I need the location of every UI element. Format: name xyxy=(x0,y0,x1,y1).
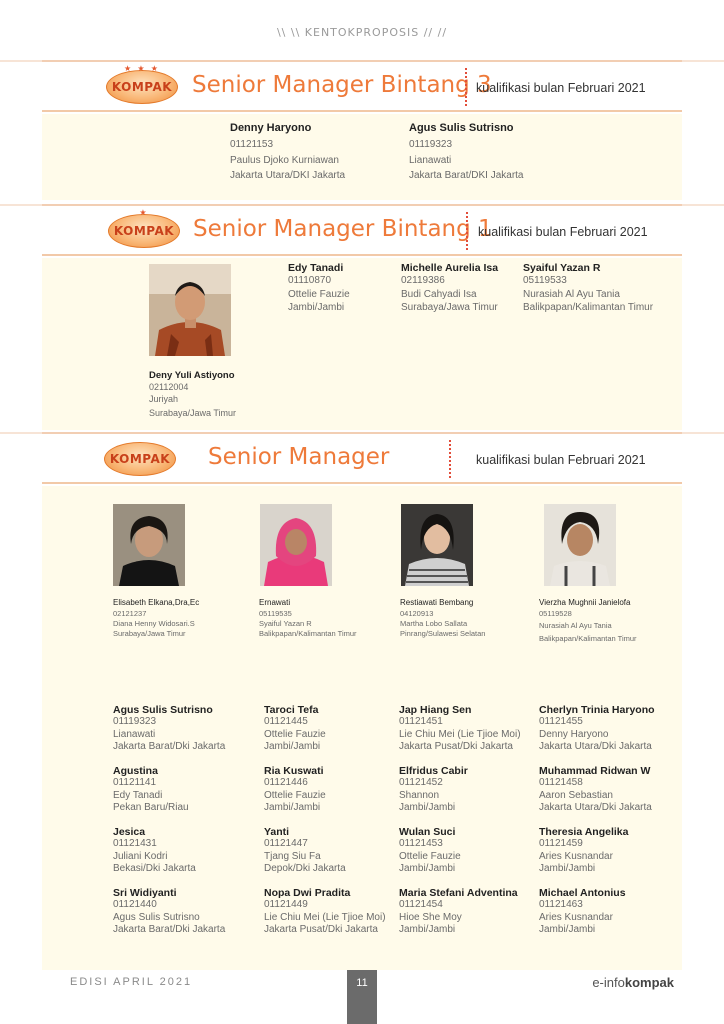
member-entry: Elisabeth Elkana,Dra,Ec 02121237 Diana Henny Widosari.S Surabaya/Jawa Timur xyxy=(113,598,200,638)
member-entry: Muhammad Ridwan W 01121458 Aaron Sebastian Jakarta Utara/Dki Jakarta xyxy=(539,765,652,813)
member-entry: Michelle Aurelia Isa 02119386 Budi Cahyadi Isa Surabaya/Jawa Timur xyxy=(401,262,499,313)
kompak-logo: KOMPAK xyxy=(104,442,176,476)
kompak-logo: ★ KOMPAK xyxy=(108,214,180,248)
member-entry: Wulan Suci 01121453 Ottelie Fauzie Jambi/Jambi xyxy=(399,826,461,874)
star-icon: ★ xyxy=(139,208,149,217)
member-entry: Sri Widiyanti 01121440 Agus Sulis Sutrisno Jakarta Barat/Dki Jakarta xyxy=(113,887,226,935)
member-entry: Deny Yuli Astiyono 02112004 Juriyah Surabaya/Jawa Timur xyxy=(149,370,237,418)
section-qualification: kualifikasi bulan Februari 2021 xyxy=(478,225,648,239)
page-header-mark: \\ \\ KENTOKPROPOSIS // // xyxy=(276,26,448,39)
section-divider xyxy=(465,68,467,106)
member-entry: Theresia Angelika 01121459 Aries Kusnandar Jambi/Jambi xyxy=(539,826,629,874)
member-photo xyxy=(401,504,473,586)
brand-wordmark: e-infokompak xyxy=(592,975,674,990)
member-entry: Ernawati 05119535 Syaiful Yazan R Balikpapan/Kalimantan Timur xyxy=(259,598,357,638)
section-divider xyxy=(466,212,468,250)
bintang1-panel xyxy=(42,258,682,430)
section-qualification: kualifikasi bulan Februari 2021 xyxy=(476,453,646,467)
member-entry: Maria Stefani Adventina 01121454 Hioe She Moy Jambi/Jambi xyxy=(399,887,518,935)
member-entry: Taroci Tefa 01121445 Ottelie Fauzie Jambi/Jambi xyxy=(264,704,326,752)
section-title: Senior Manager xyxy=(208,444,390,470)
section-header-bintang3 xyxy=(42,60,682,112)
bintang3-panel xyxy=(42,114,682,200)
member-entry: Ria Kuswati 01121446 Ottelie Fauzie Jambi/Jambi xyxy=(264,765,326,813)
member-photo xyxy=(113,504,185,586)
member-photo xyxy=(260,504,332,586)
kompak-logo: ★ ★ ★ KOMPAK xyxy=(106,70,178,104)
member-entry: Jap Hiang Sen 01121451 Lie Chiu Mei (Lie Tjioe Moi) Jakarta Pusat/Dki Jakarta xyxy=(399,704,521,752)
member-entry: Agus Sulis Sutrisno 01119323 Lianawati Jakarta Barat/DKI Jakarta xyxy=(409,122,524,181)
section-divider xyxy=(449,440,451,478)
member-entry: Agustina 01121141 Edy Tanadi Pekan Baru/Riau xyxy=(113,765,189,813)
section-header-bintang1 xyxy=(42,204,682,256)
page-number: 11 xyxy=(356,977,368,989)
senior-manager-panel xyxy=(42,486,682,970)
section-qualification: kualifikasi bulan Februari 2021 xyxy=(476,81,646,95)
member-entry: Nopa Dwi Pradita 01121449 Lie Chiu Mei (Lie Tjioe Moi) Jakarta Pusat/Dki Jakarta xyxy=(264,887,386,935)
member-entry: Syaiful Yazan R 05119533 Nurasiah Al Ayu Tania Balikpapan/Kalimantan Timur xyxy=(523,262,654,313)
member-entry: Restiawati Bembang 04120913 Martha Lobo Sallata Pinrang/Sulawesi Selatan xyxy=(400,598,486,638)
member-entry: Elfridus Cabir 01121452 Shannon Jambi/Jambi xyxy=(399,765,468,813)
member-entry: Michael Antonius 01121463 Aries Kusnandar Jambi/Jambi xyxy=(539,887,626,935)
star-icon: ★ ★ ★ xyxy=(124,64,160,73)
member-entry: Vierzha Mughnii Janielofa 05119528 Nurasiah Al Ayu Tania Balikpapan/Kalimantan Timur xyxy=(539,598,637,643)
member-entry: Yanti 01121447 Tjang Siu Fa Depok/Dki Jakarta xyxy=(264,826,346,874)
member-entry: Denny Haryono 01121153 Paulus Djoko Kurniawan Jakarta Utara/DKI Jakarta xyxy=(230,122,346,181)
section-title: Senior Manager Bintang 1 xyxy=(193,216,493,242)
edition-label: EDISI APRIL 2021 xyxy=(70,976,193,988)
member-photo xyxy=(149,264,231,356)
member-photo xyxy=(544,504,616,586)
member-entry: Edy Tanadi 01110870 Ottelie Fauzie Jambi/Jambi xyxy=(288,262,350,313)
page-number-box xyxy=(347,970,377,1024)
member-entry: Agus Sulis Sutrisno 01119323 Lianawati Jakarta Barat/Dki Jakarta xyxy=(113,704,226,752)
section-title: Senior Manager Bintang 3 xyxy=(192,72,492,98)
member-entry: Cherlyn Trinia Haryono 01121455 Denny Haryono Jakarta Utara/Dki Jakarta xyxy=(539,704,655,752)
section-header-senior-manager xyxy=(42,432,682,484)
member-entry: Jesica 01121431 Juliani Kodri Bekasi/Dki Jakarta xyxy=(113,826,196,874)
